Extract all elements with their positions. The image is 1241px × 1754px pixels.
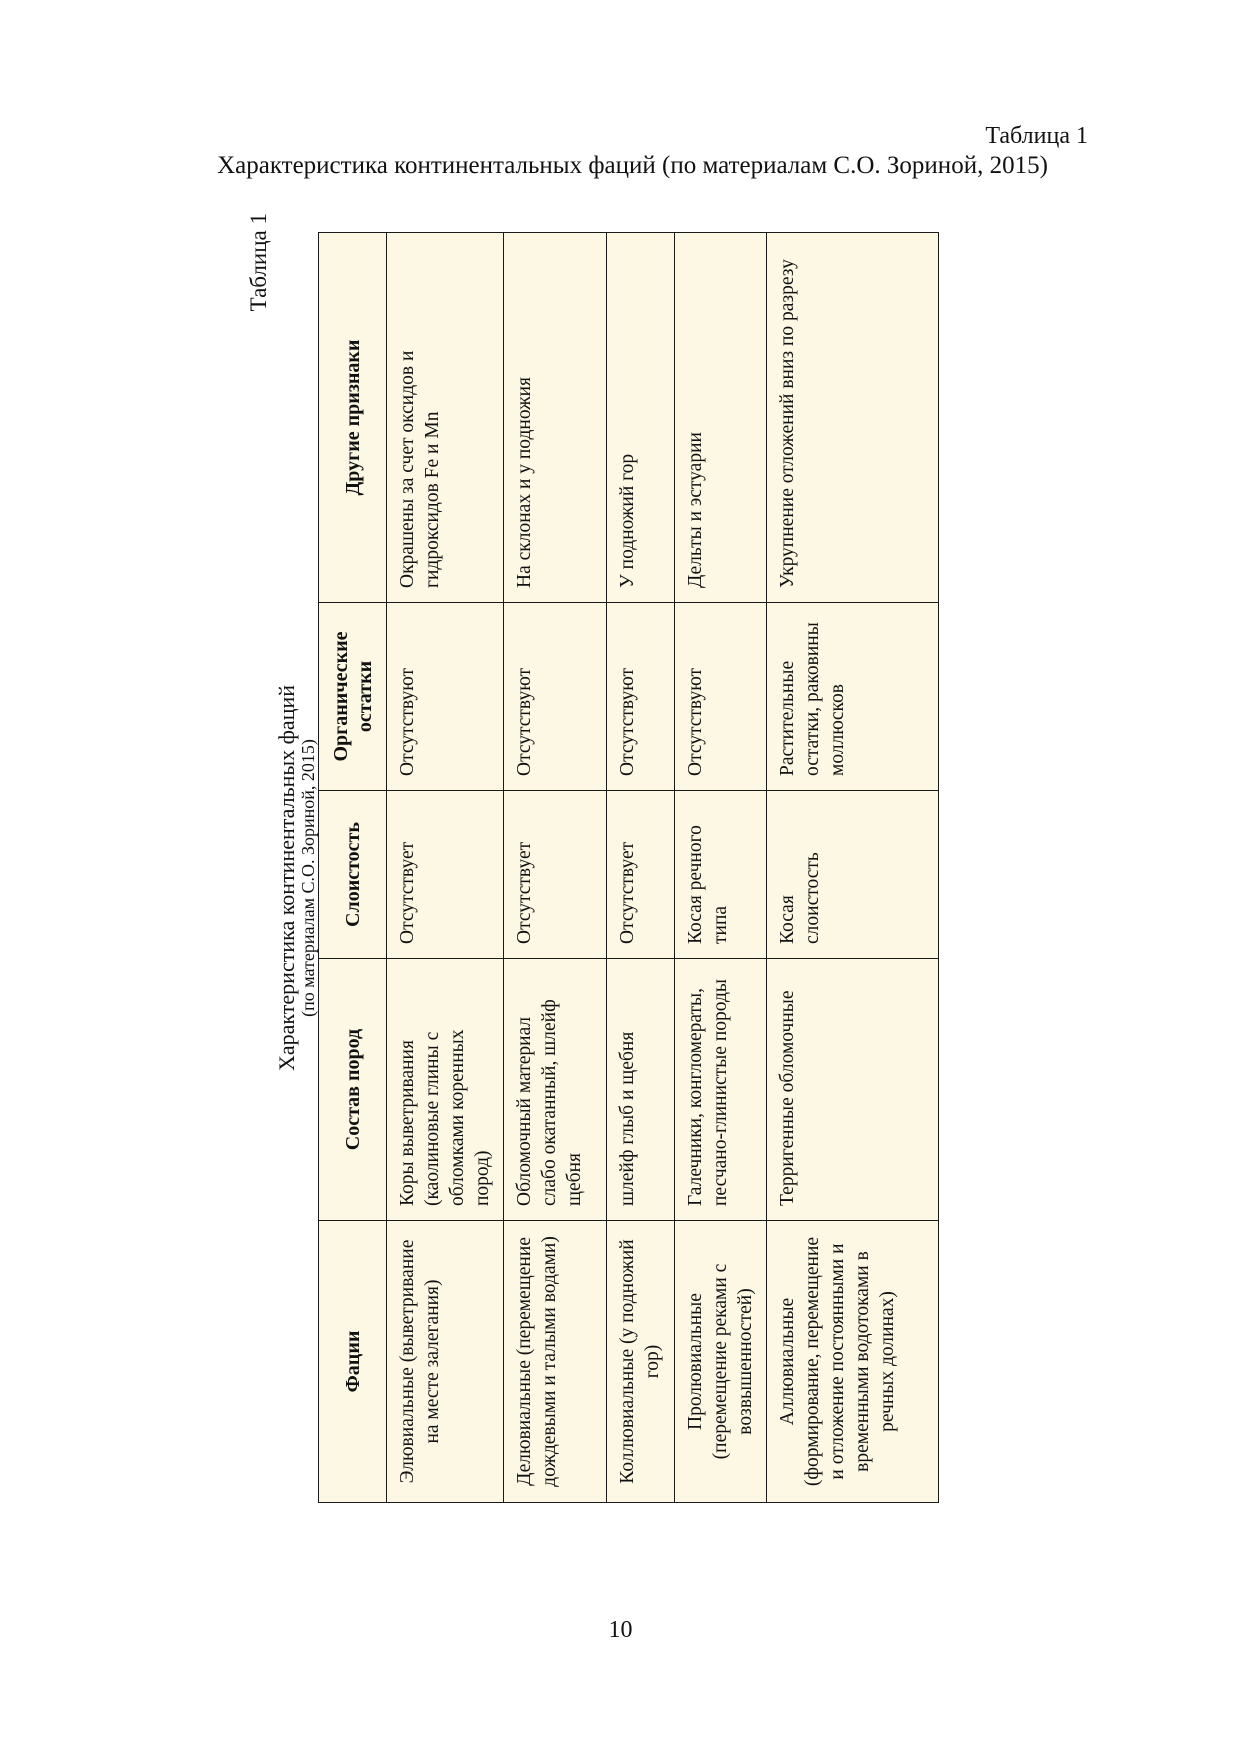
table-row <box>607 233 675 1503</box>
cell-facies: Аллювиальные (формирование, перемещение и отложение постоянными и временными водотоками в речных долинах) <box>767 1221 939 1503</box>
cell-composition: шлейф глыб и щебня <box>607 959 675 1221</box>
cell-other: Укрупнение отложений вниз по разрезу <box>767 233 939 603</box>
rotated-table-title <box>276 213 318 1543</box>
table-row <box>675 233 767 1503</box>
table-header-row <box>319 233 387 1503</box>
cell-facies: Пролювиальные (перемещение реками с возвышенностей) <box>675 1221 767 1503</box>
cell-other: Дельты и эстуарии <box>675 233 767 603</box>
cell-layering: Отсутствует <box>387 791 504 959</box>
cell-composition: Терригенные обломочные <box>767 959 939 1221</box>
cell-organics: Растительные остатки, раковины моллюсков <box>767 603 939 791</box>
cell-facies: Элювиальные (выветривание на месте залегания) <box>387 1221 504 1503</box>
cell-composition: Обломочный материал слабо окатанный, шлейф щебня <box>504 959 607 1221</box>
table-row <box>387 233 504 1503</box>
rotated-title-line1: Характеристика континентальных фаций <box>274 684 299 1072</box>
facies-table <box>318 232 939 1503</box>
header-organics: Органические остатки <box>319 603 387 791</box>
cell-organics: Отсутствуют <box>504 603 607 791</box>
cell-other: У подножий гор <box>607 233 675 603</box>
header-layering: Слоистость <box>319 791 387 959</box>
rotated-table-block <box>238 213 1008 1543</box>
cell-other: Окрашены за счет оксидов и гидроксидов Fe и Mn <box>387 233 504 603</box>
header-composition: Состав пород <box>319 959 387 1221</box>
cell-organics: Отсутствуют <box>675 603 767 791</box>
table-row <box>767 233 939 1503</box>
table-row <box>504 233 607 1503</box>
cell-layering: Отсутствует <box>607 791 675 959</box>
header-other: Другие признаки <box>319 233 387 603</box>
cell-facies: Коллювиальные (у подножий гор) <box>607 1221 675 1503</box>
cell-layering: Косая слоистость <box>767 791 939 959</box>
cell-organics: Отсутствуют <box>607 603 675 791</box>
rotated-title-line2: (по материалам С.О. Зориной, 2015) <box>298 739 318 1017</box>
cell-layering: Отсутствует <box>504 791 607 959</box>
cell-composition: Галечники, конгломераты, песчано-глинистые породы <box>675 959 767 1221</box>
page-title: Характеристика континентальных фаций (по материалам С.О. Зориной, 2015) <box>217 152 1048 179</box>
header-facies: Фации <box>319 1221 387 1503</box>
page-number: 10 <box>608 1617 633 1643</box>
cell-other: На склонах и у подножия <box>504 233 607 603</box>
cell-composition: Коры выветривания (каолиновые глины с обломками коренных пород) <box>387 959 504 1221</box>
table-label: Таблица 1 <box>985 123 1088 149</box>
cell-organics: Отсутствуют <box>387 603 504 791</box>
cell-facies: Делювиальные (перемещение дождевыми и талыми водами) <box>504 1221 607 1503</box>
rotated-table-label: Таблица 1 <box>246 213 271 312</box>
cell-layering: Косая речного типа <box>675 791 767 959</box>
